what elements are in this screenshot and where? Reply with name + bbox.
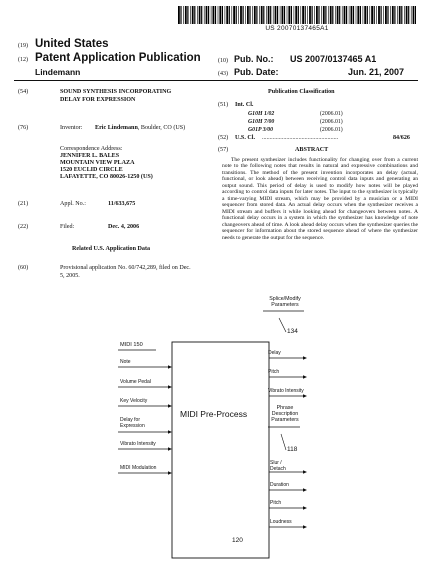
classification-heading: Publication Classification [268, 89, 335, 95]
field-19-number: (19) [18, 43, 28, 49]
splice-arrow-head [303, 375, 307, 379]
correspondence-label: Correspondence Address: [60, 146, 123, 152]
appl-no: 11/633,675 [108, 201, 136, 207]
provisional-line2: 5, 2005. [60, 273, 80, 279]
invention-title-line2: DELAY FOR EXPRESSION [60, 97, 136, 103]
int-cl-code: G01P 3/00 [248, 127, 274, 133]
input-label: Key Velocity [120, 398, 148, 404]
input-label: Delay for Expression [120, 417, 145, 429]
int-cl-year: (2006.01) [320, 119, 343, 125]
pub-date-label: Pub. Date: [234, 67, 279, 77]
splice-output-label: Pitch [268, 369, 280, 375]
ref-134-leader [279, 318, 286, 332]
splice-output-label: Delay [268, 350, 281, 356]
phrase-arrow-head [303, 488, 307, 492]
input-arrow-head [168, 471, 172, 475]
field-60-number: (60) [18, 265, 29, 271]
phrase-output-label: Pitch [270, 500, 282, 506]
phrase-arrow-head [303, 506, 307, 510]
input-label: Note [120, 359, 131, 365]
us-cl-value: 84/626 [393, 135, 410, 141]
us-cl-label: U.S. Cl. [235, 135, 255, 141]
splice-title: Splice/Modify Parameters [269, 296, 301, 308]
pub-no-label: Pub. No.: [234, 54, 274, 64]
input-arrow-head [168, 365, 172, 369]
int-cl-year: (2006.01) [320, 127, 343, 133]
phrase-arrow-head [303, 525, 307, 529]
correspondence-line: JENNIFER L. BALES [60, 153, 120, 159]
field-54-number: (54) [18, 89, 29, 95]
pub-no: US 2007/0137465 A1 [290, 54, 377, 64]
phrase-title: Phrase Description Parameters [271, 405, 299, 423]
preprocess-box-label: MIDI Pre-Process [180, 409, 248, 419]
abstract-text: The present synthesizer includes functionality for changing over from a current note to the following notes that results in natural and expressive combinations and transitions. The method of the present invention incorporates an delay (actual, functional, or look ahead) between receiving control data inputs and generating an output sound. This period of delay is used to modify how notes will be played according to control data inputs for later notes. The input to the synthesizer is typically a time-varying MIDI stream, which may be provided by a musician or a MIDI sequencer from stored data. An actual delay occurs when the synthesizer receives a MIDI stream and buffers it while looking ahead for changeovers between notes. A functional delay occurs in a system in which the synthesizer has knowledge of note changeovers ahead of time. A look ahead delay occurs when the synthesizer queries the sequencer for information about the stored sequence ahead of where the synthesizer needs to generate the output for the sequence. [222, 157, 418, 241]
author-name: Lindemann [35, 67, 81, 77]
phrase-output-label: Duration [270, 482, 289, 488]
abstract-heading: ABSTRACT [295, 147, 329, 153]
field-51-number: (51) [218, 102, 229, 108]
midi-input-title: MIDI 150 [120, 342, 143, 348]
splice-arrow-head [303, 394, 307, 398]
input-label: Volume Pedal [120, 379, 151, 385]
splice-reference-number: 134 [287, 328, 298, 335]
input-label: MIDI Modulation [120, 465, 157, 471]
barcode-number: US 20070137465A1 [265, 25, 329, 32]
filed-date: Dec. 4, 2006 [108, 224, 140, 230]
int-cl-label: Int. Cl. [235, 102, 254, 108]
field-43-number: (43) [218, 71, 228, 77]
appl-no-label: Appl. No.: [60, 201, 86, 207]
splice-arrow-head [303, 356, 307, 360]
box-reference-number: 120 [232, 537, 243, 544]
related-data-heading: Related U.S. Application Data [72, 246, 151, 252]
field-22-number: (22) [18, 224, 29, 230]
phrase-reference-number: 118 [287, 446, 298, 453]
phrase-output-label: Loudness [270, 519, 292, 525]
splice-output-label: Vibrato Intensity [268, 388, 304, 394]
inventor-location: , Boulder, CO (US) [137, 125, 186, 131]
inventor-label: Inventor: [60, 125, 83, 131]
pub-date: Jun. 21, 2007 [348, 67, 405, 77]
country-title: United States [35, 38, 109, 50]
field-21-number: (21) [18, 201, 29, 207]
input-label: Vibrato Intensity [120, 441, 156, 447]
correspondence-line: 1520 EUCLID CIRCLE [60, 167, 123, 173]
invention-title-line1: SOUND SYNTHESIS INCORPORATING [60, 89, 172, 95]
input-arrow-head [168, 404, 172, 408]
phrase-output-label: Slur / Detach [270, 460, 286, 472]
us-cl-leader: .................................................. [262, 135, 339, 141]
phrase-arrow-head [303, 470, 307, 474]
input-arrow-head [168, 447, 172, 451]
field-52-number: (52) [218, 135, 229, 141]
int-cl-code: G10H 1/02 [248, 111, 275, 117]
field-10-number: (10) [218, 58, 228, 64]
input-arrow-head [168, 385, 172, 389]
field-76-number: (76) [18, 125, 29, 131]
filed-label: Filed: [60, 224, 75, 230]
preprocess-box [172, 342, 269, 558]
correspondence-line: LAFAYETTE, CO 80026-1250 (US) [60, 174, 153, 180]
field-57-number: (57) [218, 147, 229, 153]
publication-kind: Patent Application Publication [35, 52, 201, 64]
ref-118-leader [281, 434, 286, 450]
int-cl-year: (2006.01) [320, 111, 343, 117]
correspondence-line: MOUNTAIN VIEW PLAZA [60, 160, 135, 166]
field-12-number: (12) [18, 57, 28, 63]
provisional-line1: Provisional application No. 60/742,289, filed on Dec. [60, 265, 191, 271]
int-cl-code: G10H 7/00 [248, 119, 275, 125]
input-arrow-head [168, 430, 172, 434]
inventor-name: Eric Lindemann [95, 125, 138, 131]
